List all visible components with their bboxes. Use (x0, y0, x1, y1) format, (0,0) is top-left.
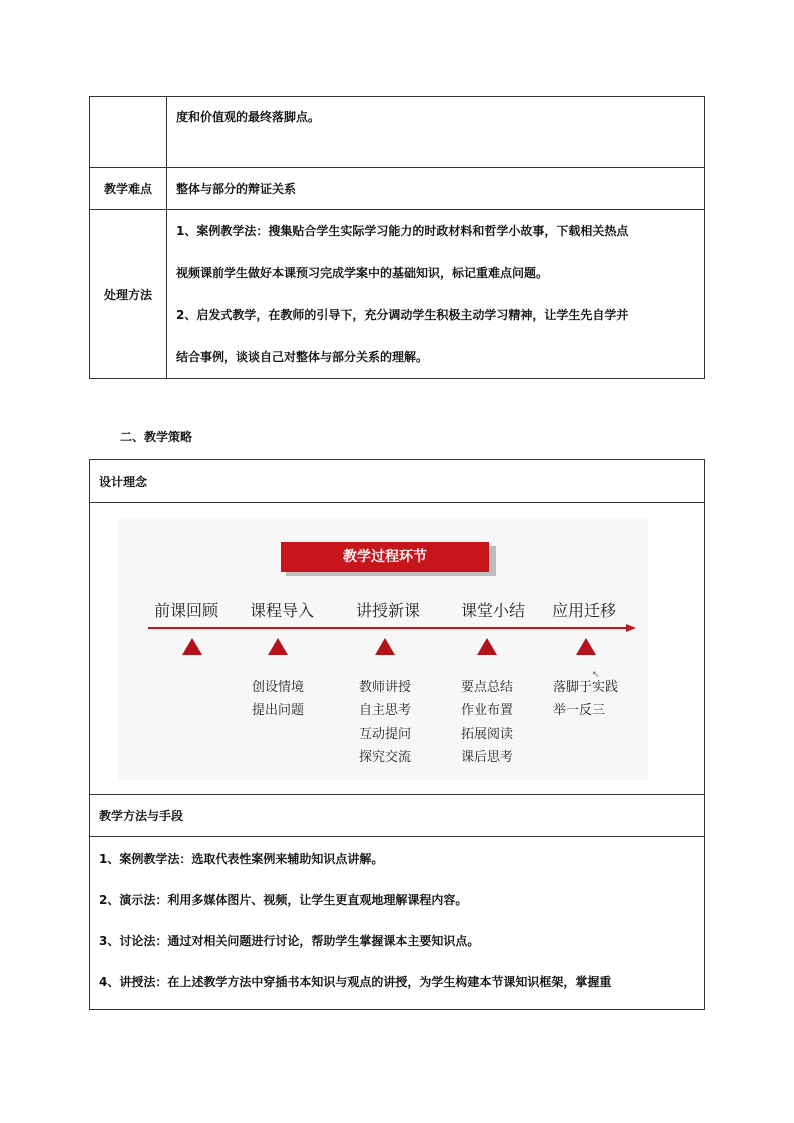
detail-item: 落脚于实践 (553, 679, 619, 695)
triangle-marker-icon (268, 638, 288, 655)
teaching-process-diagram (118, 518, 648, 780)
triangle-marker-icon (477, 638, 497, 655)
difficulty-text: 整体与部分的辩证关系 (167, 168, 705, 210)
stage-review: 前课回顾 (154, 600, 219, 620)
detail-item: 举一反三 (553, 703, 606, 718)
method-item: 2、演示法：利用多媒体图片、视频，让学生更直观地理解课程内容。 (99, 893, 468, 907)
transfer-details (553, 676, 618, 723)
handling-line: 视频课前学生做好本课预习完成学案中的基础知识，标记重难点问题。 (176, 266, 549, 280)
triangle-marker-icon (375, 638, 395, 655)
detail-item: 拓展阅读 (461, 726, 514, 742)
detail-item: 课后思考 (461, 750, 514, 765)
section-title: 二、教学策略 (120, 430, 193, 444)
detail-item: 提出问题 (252, 703, 305, 718)
process-banner: 教学过程环节 (281, 542, 489, 572)
teaching-difficulty-table (89, 96, 705, 379)
method-item: 4、讲授法：在上述教学方法中穿插书本知识与观点的讲授，为学生构建本节课知识框架，掌握重 (99, 975, 612, 989)
stage-summary: 课堂小结 (461, 600, 526, 620)
empty-label-cell (90, 97, 167, 168)
detail-item: 互动提问 (359, 726, 412, 742)
stage-intro: 课程导入 (250, 600, 315, 620)
design-concept-label: 设计理念 (90, 460, 705, 503)
detail-item: 教师讲授 (359, 679, 412, 695)
difficulty-label: 教学难点 (90, 168, 167, 210)
objective-continuation-text: 度和价值观的最终落脚点。 (176, 110, 321, 124)
stage-transfer: 应用迁移 (552, 600, 617, 620)
method-item: 3、讨论法：通过对相关问题进行讨论，帮助学生掌握课本主要知识点。 (99, 934, 480, 948)
handling-method-label: 处理方法 (90, 210, 167, 379)
triangle-marker-icon (576, 638, 596, 655)
handling-line: 1、案例教学法：搜集贴合学生实际学习能力的时政材料和哲学小故事，下载相关热点 (176, 224, 629, 238)
detail-item: 作业布置 (461, 703, 514, 718)
detail-item: 探究交流 (359, 750, 412, 765)
detail-item: 要点总结 (461, 679, 514, 695)
intro-details (252, 676, 304, 723)
detail-item: 创设情境 (252, 679, 305, 695)
timeline-arrow-icon (626, 624, 636, 632)
triangle-marker-icon (182, 638, 202, 655)
mouse-cursor-icon: ↖ (592, 669, 600, 680)
handling-line: 结合事例，谈谈自己对整体与部分关系的理解。 (176, 350, 429, 364)
detail-item: 自主思考 (359, 703, 412, 718)
stage-new-lesson: 讲授新课 (356, 600, 421, 620)
summary-details (461, 676, 513, 770)
process-diagram-cell (90, 503, 705, 795)
handling-line: 2、启发式教学，在教师的引导下，充分调动学生积极主动学习精神，让学生先自学并 (176, 308, 629, 322)
methods-cell (90, 837, 705, 1010)
objective-continuation-cell (167, 97, 705, 168)
handling-method-cell (167, 210, 705, 379)
teaching-strategy-table (89, 459, 705, 1010)
method-item: 1、案例教学法：选取代表性案例来辅助知识点讲解。 (99, 852, 384, 866)
methods-label: 教学方法与手段 (90, 795, 705, 837)
timeline-axis (148, 627, 628, 629)
new-lesson-details (359, 676, 411, 770)
